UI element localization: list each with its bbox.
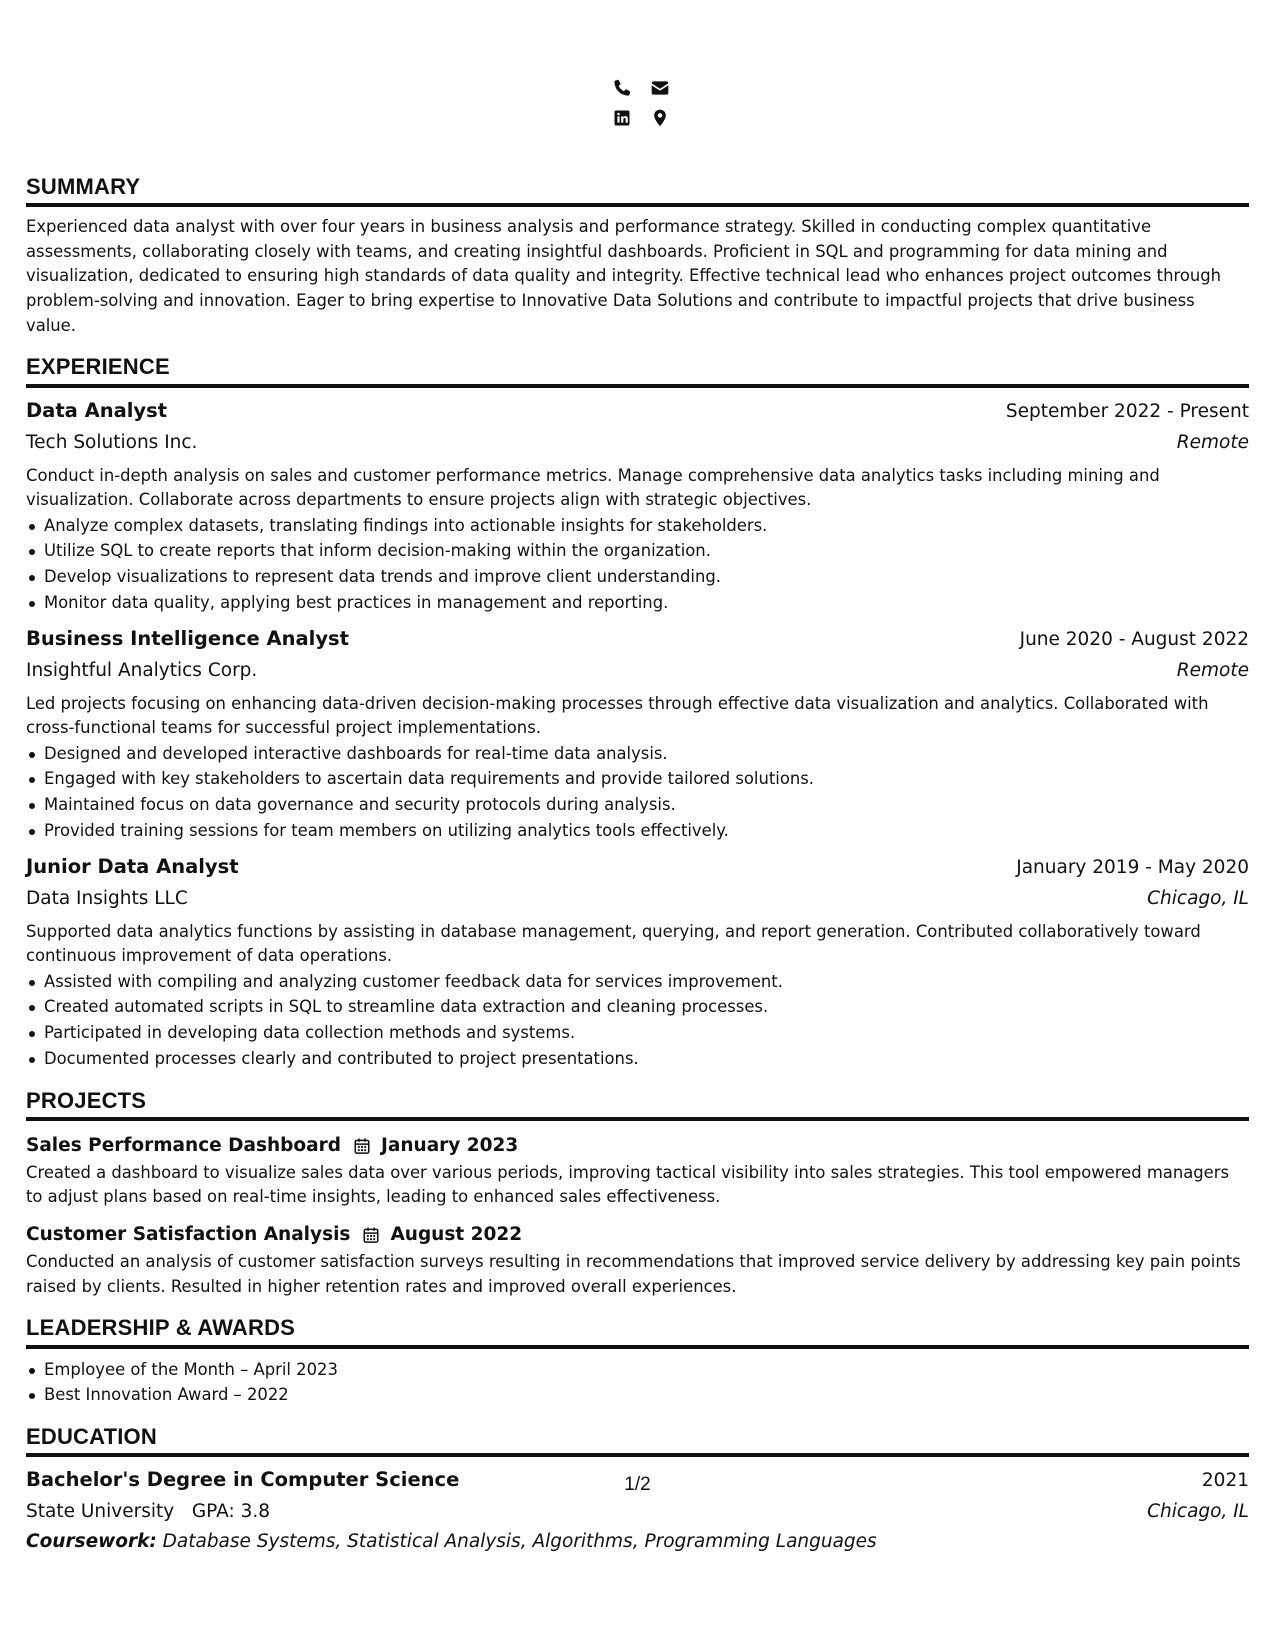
- list-item: Designed and developed interactive dashboards for real-time data analysis.: [44, 741, 1249, 767]
- awards-section: [26, 1315, 1249, 1408]
- project-date: August 2022: [390, 1224, 523, 1246]
- calendar-icon: [362, 1226, 380, 1244]
- job-bullets: [26, 513, 1249, 616]
- project-header: [26, 1220, 1249, 1250]
- project-name: Customer Satisfaction Analysis: [26, 1224, 351, 1246]
- contact-block: [32, 78, 1249, 128]
- education-subheader: [26, 1496, 1249, 1527]
- calendar-icon: [353, 1137, 371, 1155]
- page-number: 1/2: [624, 1474, 651, 1495]
- project-description: Created a dashboard to visualize sales data over various periods, improving tactical visibility into sales strategies. This tool empowered managers to adjust plans based on real-time insights, leading to enhanced sales effectiveness.: [26, 1162, 1230, 1207]
- list-item: Provided training sessions for team members on utilizing analytics tools effectively.: [44, 818, 1249, 844]
- job-location: Chicago, IL: [1147, 887, 1249, 909]
- list-item: Created automated scripts in SQL to streamline data extraction and cleaning processes.: [44, 994, 1249, 1020]
- location-pin-icon: [650, 108, 670, 128]
- job-dates: January 2019 - May 2020: [1016, 856, 1249, 878]
- education-heading: EDUCATION: [26, 1424, 1249, 1457]
- list-item: Utilize SQL to create reports that inform decision-making within the organization.: [44, 538, 1249, 564]
- summary-heading: SUMMARY: [26, 174, 1249, 207]
- job-company: Tech Solutions Inc.: [26, 431, 198, 453]
- linkedin-icon: [612, 108, 632, 128]
- contact-row-top: [612, 78, 670, 98]
- experience-heading: EXPERIENCE: [26, 354, 1249, 387]
- summary-text: Experienced data analyst with over four years in business analysis and performance strategy. Skilled in conducting complex quantitative assessments, collaborating closely with teams, and creating insightful dashboards. Proficient in SQL and programming for data mining and visualization, dedicated to ensuring high standards of data quality and integrity. Effective technical lead who enhances project outcomes through problem-solving and innovation. Eager to bring expertise to Innovative Data Solutions and contribute to impactful projects that drive business value.: [26, 217, 1222, 335]
- job-description: Led projects focusing on enhancing data-driven decision-making processes through effective data visualization and analytics. Collaborated with cross-functional teams for successful project implementations.: [26, 693, 1209, 738]
- list-item: Maintained focus on data governance and security protocols during analysis.: [44, 792, 1249, 818]
- graduation-year: 2021: [1201, 1470, 1249, 1492]
- job-entry: [26, 852, 1249, 1072]
- list-item: Documented processes clearly and contributed to project presentations.: [44, 1046, 1249, 1072]
- school-and-gpa: State University GPA: 3.8: [26, 1501, 270, 1523]
- list-item: Assisted with compiling and analyzing customer feedback data for services improvement.: [44, 969, 1249, 995]
- awards-list: [26, 1357, 1249, 1408]
- job-company: Data Insights LLC: [26, 887, 188, 909]
- list-item: Best Innovation Award – 2022: [44, 1382, 1249, 1408]
- project-entry: [26, 1131, 1249, 1210]
- summary-section: [26, 174, 1249, 338]
- list-item: Engaged with key stakeholders to ascertain data requirements and provide tailored solutions.: [44, 766, 1249, 792]
- experience-section: [26, 354, 1249, 1071]
- project-date: January 2023: [380, 1134, 519, 1156]
- job-description: Conduct in-depth analysis on sales and customer performance metrics. Manage comprehensive data analytics tasks including mining and visualization. Collaborate across departments to ensure projects align with strategic objectives.: [26, 465, 1160, 510]
- list-item: Participated in developing data collection methods and systems.: [44, 1020, 1249, 1046]
- list-item: Employee of the Month – April 2023: [44, 1357, 1249, 1383]
- job-title: Business Intelligence Analyst: [26, 626, 349, 650]
- coursework-label: Coursework:: [26, 1531, 157, 1553]
- resume-content: [26, 78, 1249, 1557]
- job-entry: [26, 396, 1249, 616]
- job-entry: [26, 624, 1249, 844]
- job-title: Data Analyst: [26, 398, 168, 422]
- projects-section: [26, 1088, 1249, 1300]
- phone-icon: [612, 78, 632, 98]
- job-header: [26, 852, 1249, 883]
- project-description: Conducted an analysis of customer satisfaction surveys resulting in recommendations that improved service delivery by addressing key pain points raised by clients. Resulted in higher retention rates and improved overall experiences.: [26, 1252, 1241, 1296]
- list-item: Monitor data quality, applying best practices in management and reporting.: [44, 590, 1249, 616]
- job-description: Supported data analytics functions by assisting in database management, querying, and report generation. Contributed collaboratively toward continuous improvement of data operations.: [26, 921, 1201, 966]
- job-dates: September 2022 - Present: [1005, 400, 1249, 422]
- list-item: Develop visualizations to represent data trends and improve client understanding.: [44, 564, 1249, 590]
- job-bullets: [26, 969, 1249, 1072]
- job-location: Remote: [1176, 431, 1249, 453]
- job-header: [26, 624, 1249, 655]
- job-header: [26, 396, 1249, 427]
- coursework-list: Database Systems, Statistical Analysis, Algorithms, Programming Languages: [156, 1531, 877, 1553]
- list-item: Analyze complex datasets, translating findings into actionable insights for stakeholders.: [44, 513, 1249, 539]
- awards-heading: LEADERSHIP & AWARDS: [26, 1315, 1249, 1348]
- projects-heading: PROJECTS: [26, 1088, 1249, 1121]
- coursework: [26, 1527, 1249, 1557]
- project-name: Sales Performance Dashboard: [26, 1134, 341, 1156]
- school-location: Chicago, IL: [1147, 1501, 1249, 1523]
- job-bullets: [26, 741, 1249, 844]
- project-header: [26, 1131, 1249, 1161]
- job-subheader: [26, 655, 1249, 686]
- job-company: Insightful Analytics Corp.: [26, 659, 258, 681]
- project-entry: [26, 1220, 1249, 1299]
- job-subheader: [26, 427, 1249, 458]
- email-icon: [650, 78, 670, 98]
- job-subheader: [26, 883, 1249, 914]
- job-dates: June 2020 - August 2022: [1019, 628, 1249, 650]
- contact-row-bottom: [612, 108, 670, 128]
- job-location: Remote: [1176, 659, 1249, 681]
- degree-name: Bachelor's Degree in Computer Science: [26, 1468, 460, 1492]
- job-title: Junior Data Analyst: [26, 854, 239, 878]
